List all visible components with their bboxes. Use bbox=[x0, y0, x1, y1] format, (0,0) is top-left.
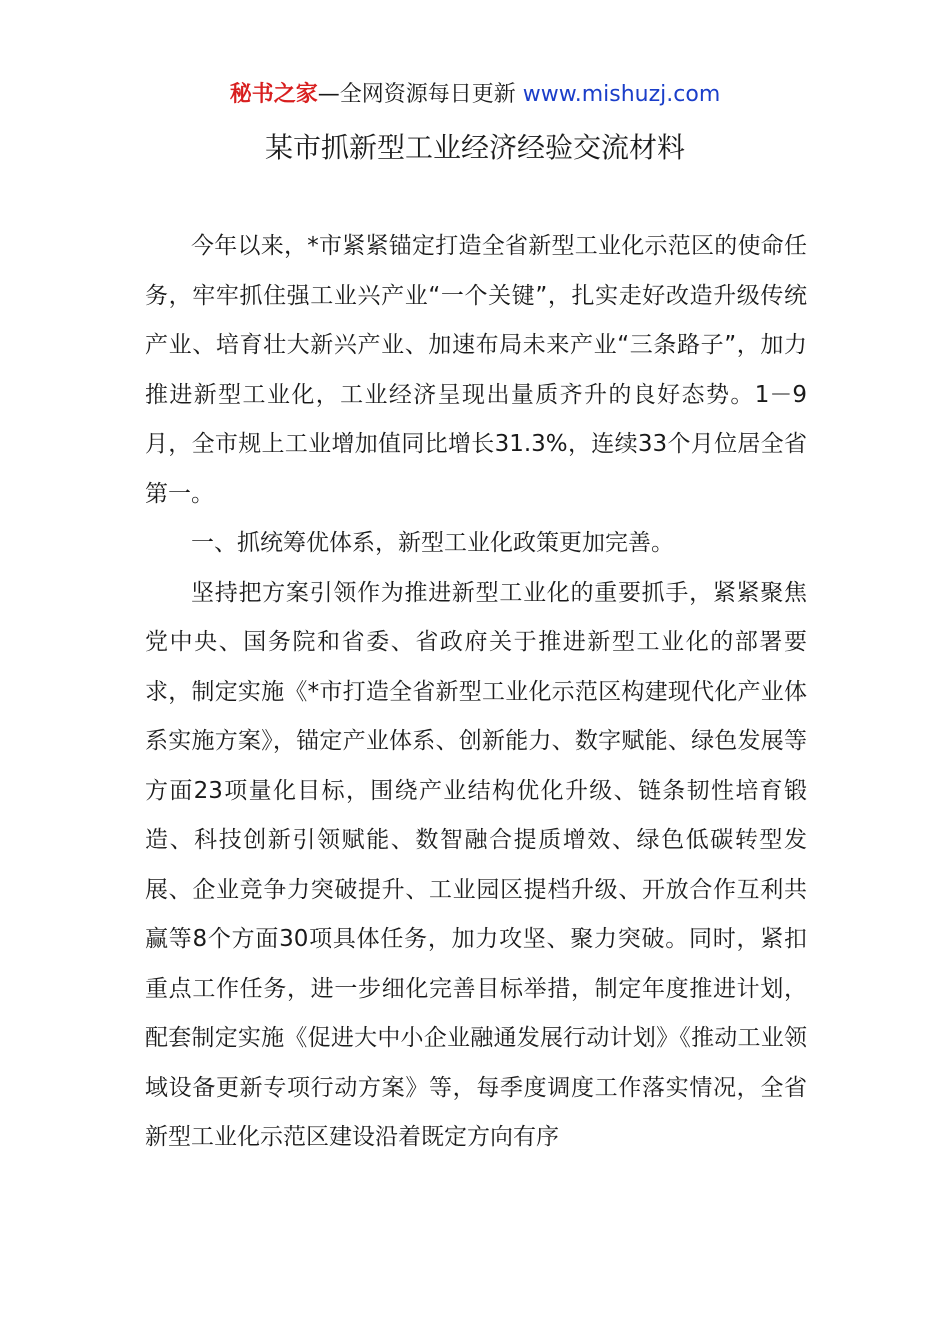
site-header bbox=[0, 78, 950, 112]
document-title: 某市抓新型工业经济经验交流材料 bbox=[264, 131, 685, 164]
paragraph-intro: 今年以来，*市紧紧锚定打造全省新型工业化示范区的使命任务，牢牢抓住强工业兴产业“一个关键”，扎实走好改造升级传统产业、培育壮大新兴产业、加速布局未来产业“三条路子”，加力推进新型工业化，工业经济呈现出量质齐升的良好态势。1－9月，全市规上工业增加值同比增长31.3%，连续33个月位居全省第一。 bbox=[145, 233, 807, 507]
document-body bbox=[145, 222, 807, 1163]
site-url-link[interactable]: www.mishuzj.com bbox=[522, 82, 721, 107]
site-tagline: —全网资源每日更新 bbox=[317, 82, 523, 107]
section-heading-1: 一、抓统筹优体系，新型工业化政策更加完善。 bbox=[191, 530, 674, 556]
site-brand: 秘书之家 bbox=[229, 82, 318, 107]
paragraph-section-1: 坚持把方案引领作为推进新型工业化的重要抓手，紧紧聚焦党中央、国务院和省委、省政府关于推进新型工业化的部署要求，制定实施《*市打造全省新型工业化示范区构建现代化产业体系实施方案》，锚定产业体系、创新能力、数字赋能、绿色发展等方面23项量化目标，围绕产业结构优化升级、链条韧性培育锻造、科技创新引领赋能、数智融合提质增效、绿色低碳转型发展、企业竞争力突破提升、工业园区提档升级、开放合作互利共赢等8个方面30项具体任务，加力攻坚、聚力突破。同时，紧扣重点工作任务，进一步细化完善目标举措，制定年度推进计划，配套制定实施《促进大中小企业融通发展行动计划》《推动工业领域设备更新专项行动方案》等，每季度调度工作落实情况，全省新型工业化示范区建设沿着既定方向有序 bbox=[145, 579, 807, 1150]
